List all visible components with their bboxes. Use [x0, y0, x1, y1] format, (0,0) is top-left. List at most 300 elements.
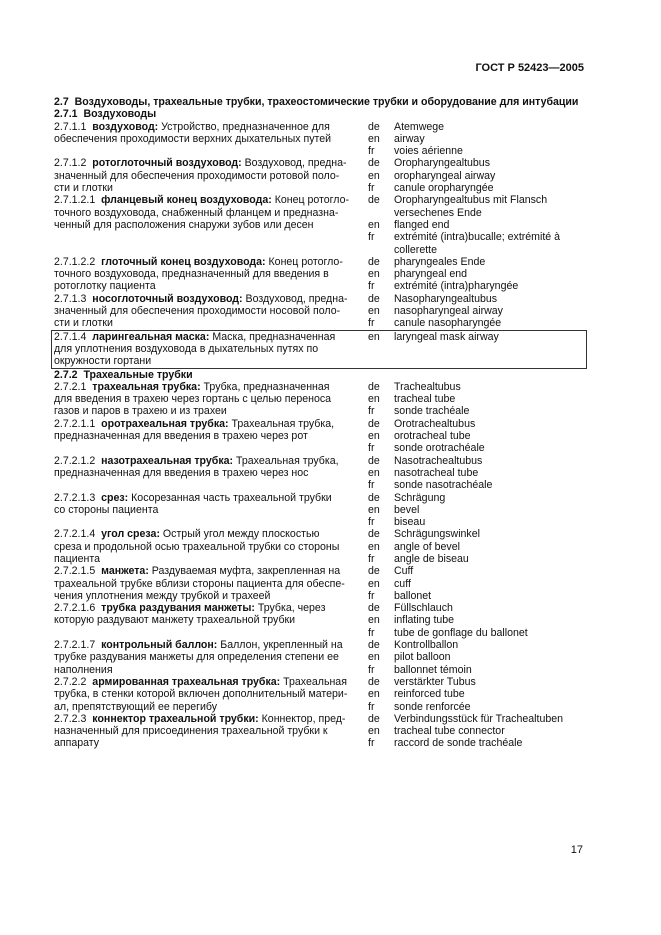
- language-code: de: [368, 602, 380, 615]
- entry-number: 2.7.1.4: [54, 330, 93, 343]
- entry-definition: [54, 418, 368, 455]
- term-entry: [54, 565, 584, 602]
- term-entry: [54, 331, 584, 368]
- translation-row: [368, 602, 584, 614]
- translations: [368, 639, 584, 676]
- definition-text: Косорезанная часть трахеальной трубки: [131, 491, 332, 504]
- translation-row: [368, 331, 584, 343]
- translation-row: [368, 280, 584, 292]
- language-code: fr: [368, 145, 375, 158]
- translation-term: Nasotrachealtubus: [394, 454, 483, 467]
- entry-definition: [54, 565, 368, 602]
- translations: [368, 121, 584, 158]
- entry-list: [54, 121, 584, 330]
- definition-line: [54, 627, 368, 639]
- definition-line: трахеальной трубке вблизи стороны пациента для обеспе-: [54, 577, 345, 590]
- translation-term: angle de biseau: [394, 552, 469, 565]
- translation-term: ballonet: [394, 589, 432, 602]
- translation-term: Cuff: [394, 565, 414, 578]
- language-code: fr: [368, 626, 375, 639]
- entry-number: 2.7.2.1.7: [54, 639, 102, 652]
- translations: [368, 256, 584, 293]
- language-code: de: [368, 528, 380, 541]
- entry-number: 2.7.2.1.4: [54, 528, 102, 541]
- definition-line: [54, 381, 368, 393]
- translation-row: [368, 651, 584, 663]
- term-entry: [54, 121, 584, 158]
- language-code: de: [368, 292, 380, 305]
- language-code: en: [368, 688, 380, 701]
- translation-term: oropharyngeal airway: [394, 169, 496, 182]
- translation-row: [368, 182, 584, 194]
- translation-term: pharyngeales Ende: [394, 255, 486, 268]
- translation-row: [368, 293, 584, 305]
- translation-term: extrémité (intra)pharyngée: [394, 280, 519, 293]
- entry-number: 2.7.2.1.1: [54, 417, 102, 430]
- language-code: fr: [368, 280, 375, 293]
- translation-term: orotracheal tube: [394, 430, 471, 443]
- definition-line: [54, 256, 368, 268]
- definition-line: [54, 244, 368, 256]
- term-name: трубка раздувания манжеты:: [101, 602, 258, 615]
- translation-term: sonde nasotrachéale: [394, 479, 493, 492]
- language-code: fr: [368, 663, 375, 676]
- translation-row: [368, 516, 584, 528]
- translation-row: [368, 479, 584, 491]
- entry-definition: [54, 331, 368, 368]
- definition-text: Трубка, предназначенная: [203, 380, 330, 393]
- term-entry: [54, 194, 584, 255]
- section-title-text: Воздуховоды, трахеальные трубки, трахеостомические трубки и оборудование для интубации: [74, 96, 579, 108]
- language-code: en: [368, 577, 380, 590]
- term-name: ротоглоточный воздуховод:: [92, 157, 245, 170]
- entry-number: 2.7.2.1.6: [54, 602, 102, 615]
- language-code: en: [368, 466, 380, 479]
- language-code: de: [368, 120, 380, 133]
- definition-line: пациента: [54, 552, 100, 565]
- translation-term: airway: [394, 132, 425, 145]
- translation-row: [368, 219, 584, 231]
- language-code: fr: [368, 516, 375, 529]
- definition-text: Коннектор, пред-: [261, 712, 346, 725]
- translation-term: Nasopharyngealtubus: [394, 292, 498, 305]
- translation-row: [368, 170, 584, 182]
- translations: [368, 528, 584, 565]
- definition-line: [54, 516, 368, 528]
- definition-line: ал, препятствующий ее перегибу: [54, 700, 218, 713]
- language-code: en: [368, 725, 380, 738]
- definition-line: со стороны пациента: [54, 503, 159, 516]
- translation-row: [368, 701, 584, 713]
- subsection-number: 2.7.1: [54, 108, 78, 121]
- entry-definition: [54, 492, 368, 529]
- term-entry: [54, 528, 584, 565]
- definition-line: [54, 194, 368, 206]
- translation-term: tracheal tube connector: [394, 725, 505, 738]
- translations: [368, 713, 584, 750]
- entry-definition: [54, 293, 368, 330]
- definition-line: которую раздувают манжету трахеальной трубки: [54, 614, 296, 627]
- translation-row: [368, 492, 584, 504]
- language-code: fr: [368, 182, 375, 195]
- definition-line: точного воздуховода, снабженный фланцем и предназна-: [54, 206, 339, 219]
- language-code: fr: [368, 405, 375, 418]
- definition-line: среза и продольной осью трахеальной трубки со стороны: [54, 540, 340, 553]
- entry-number: 2.7.1.2.2: [54, 255, 102, 268]
- definition-line: для уплотнения воздуховода в дыхательных путях по: [54, 342, 319, 355]
- entry-number: 2.7.1.2: [54, 157, 93, 170]
- translation-term: Verbindungsstück für Trachealtuben: [394, 712, 564, 725]
- language-code: en: [368, 305, 380, 318]
- term-name: назотрахеальная трубка:: [101, 454, 236, 467]
- translation-row: [368, 317, 584, 329]
- translation-row: [368, 133, 584, 145]
- definition-line: сти и глотки: [54, 182, 113, 195]
- entry-definition: [54, 157, 368, 194]
- translation-term: reinforced tube: [394, 688, 465, 701]
- translation-row: [368, 418, 584, 430]
- subsection-title-text: Воздуховоды: [83, 108, 157, 121]
- definition-text: Раздуваемая муфта, закрепленная на: [151, 565, 341, 578]
- translation-term: Trachealtubus: [394, 380, 461, 393]
- translations: [368, 418, 584, 455]
- translation-term: tracheal tube: [394, 393, 456, 406]
- definition-line: назначенный для присоединения трахеальной трубки к: [54, 725, 328, 738]
- definition-line: [54, 331, 368, 343]
- translation-row: [368, 430, 584, 442]
- translations: [368, 565, 584, 602]
- translation-term: voies aérienne: [394, 145, 463, 158]
- term-name: трахеальная трубка:: [92, 380, 204, 393]
- translation-term: collerette: [394, 243, 437, 256]
- language-code: fr: [368, 442, 375, 455]
- translation-row: [368, 121, 584, 133]
- entry-definition: [54, 381, 368, 418]
- subsection-title: [54, 108, 584, 120]
- translation-term: biseau: [394, 516, 426, 529]
- term-name: глоточный конец воздуховода:: [101, 255, 269, 268]
- subsection-title: [54, 369, 584, 381]
- definition-text: Маска, предназначенная: [212, 330, 336, 343]
- translation-term: angle of bevel: [394, 540, 460, 553]
- entry-number: 2.7.2.1.2: [54, 454, 102, 467]
- translations: [368, 492, 584, 529]
- entry-number: 2.7.2.1: [54, 380, 93, 393]
- translation-term: pharyngeal end: [394, 268, 468, 281]
- entry-number: 2.7.2.2: [54, 675, 93, 688]
- language-code: en: [368, 330, 380, 343]
- definition-line: [54, 492, 368, 504]
- term-name: угол среза:: [101, 528, 163, 541]
- language-code: de: [368, 639, 380, 652]
- translation-term: ballonnet témoin: [394, 663, 472, 676]
- definition-line: [54, 157, 368, 169]
- translation-row: [368, 639, 584, 651]
- definition-line: предназначенная для введения в трахею через рот: [54, 430, 308, 443]
- translation-row: [368, 145, 584, 157]
- translation-term: Schrägung: [394, 491, 446, 504]
- translation-row: [368, 455, 584, 467]
- term-name: воздуховод:: [92, 120, 162, 133]
- translation-row: [368, 393, 584, 405]
- language-code: fr: [368, 479, 375, 492]
- entry-definition: [54, 713, 368, 750]
- term-name: ларингеальная маска:: [92, 330, 213, 343]
- definition-line: [54, 639, 368, 651]
- term-name: носоглоточный воздуховод:: [92, 292, 246, 305]
- translation-row: [368, 565, 584, 577]
- translation-row: [368, 541, 584, 553]
- definition-text: Трахеальная трубка,: [236, 454, 339, 467]
- entry-definition: [54, 639, 368, 676]
- language-code: en: [368, 651, 380, 664]
- language-code: en: [368, 218, 380, 231]
- translations: [368, 157, 584, 194]
- translation-row: [368, 676, 584, 688]
- definition-line: значенный для обеспечения проходимости носовой поло-: [54, 305, 341, 318]
- language-code: en: [368, 503, 380, 516]
- translation-row: [368, 467, 584, 479]
- language-code: fr: [368, 589, 375, 602]
- definition-line: [54, 479, 368, 491]
- language-code: fr: [368, 552, 375, 565]
- translation-row: [368, 553, 584, 565]
- term-entry: [54, 455, 584, 492]
- translation-term: Atemwege: [394, 120, 445, 133]
- definition-text: Баллон, укрепленный на: [220, 639, 343, 652]
- entry-list: [54, 381, 584, 750]
- definition-line: [54, 713, 368, 725]
- definition-line: ченный для расположения снаружи зубов или десен: [54, 218, 314, 231]
- translation-term: sonde renforcée: [394, 700, 471, 713]
- definition-line: предназначенная для введения в трахею через нос: [54, 466, 309, 479]
- translation-term: Oropharyngealtubus: [394, 157, 490, 170]
- translation-row: [368, 688, 584, 700]
- term-name: коннектор трахеальной трубки:: [92, 712, 262, 725]
- language-code: en: [368, 169, 380, 182]
- language-code: de: [368, 491, 380, 504]
- translations: [368, 194, 584, 255]
- language-code: de: [368, 675, 380, 688]
- definition-text: Трахеальная: [283, 675, 347, 688]
- translation-term: verseсhenes Ende: [394, 206, 482, 219]
- translation-term: Füllschlauch: [394, 602, 453, 615]
- definition-line: трубке раздувания манжеты для определения степени ее: [54, 651, 339, 664]
- translation-row: [368, 664, 584, 676]
- page-number: 17: [570, 844, 583, 856]
- term-name: оротрахеальная трубка:: [101, 417, 232, 430]
- entry-definition: [54, 528, 368, 565]
- entry-number: 2.7.1.3: [54, 292, 93, 305]
- definition-line: [54, 145, 368, 157]
- language-code: de: [368, 255, 380, 268]
- entry-definition: [54, 602, 368, 639]
- translation-row: [368, 442, 584, 454]
- definition-line: [54, 676, 368, 688]
- language-code: de: [368, 380, 380, 393]
- translation-row: [368, 504, 584, 516]
- translation-row: [368, 231, 584, 243]
- translations: [368, 602, 584, 639]
- translation-term: pilot balloon: [394, 651, 451, 664]
- definition-text: Конец ротогло-: [268, 255, 343, 268]
- translation-row: [368, 578, 584, 590]
- entry-definition: [54, 676, 368, 713]
- translation-term: nasotracheal tube: [394, 466, 479, 479]
- definition-line: наполнения: [54, 663, 113, 676]
- entry-number: 2.7.1.1: [54, 120, 93, 133]
- translation-term: verstärkter Tubus: [394, 675, 476, 688]
- definition-text: Трахеальная трубка,: [231, 417, 335, 430]
- language-code: de: [368, 417, 380, 430]
- translation-row: [368, 194, 584, 206]
- language-code: [368, 207, 394, 219]
- translation-row: [368, 737, 584, 749]
- definition-line: точного воздуховода, предназначенный для введения в: [54, 268, 329, 281]
- translation-term: raccord de sonde trachéale: [394, 737, 523, 750]
- definition-line: [54, 565, 368, 577]
- definition-text: Воздуховод, предна-: [245, 292, 348, 305]
- definition-line: газов и паров в трахею и из трахеи: [54, 405, 227, 418]
- translation-term: tube de gonflage du ballonet: [394, 626, 528, 639]
- translation-term: sonde trachéale: [394, 405, 470, 418]
- translation-row: [368, 157, 584, 169]
- term-name: фланцевый конец воздуховода:: [101, 194, 275, 207]
- translation-term: bevel: [394, 503, 420, 516]
- boxed-entry: [51, 330, 587, 369]
- definition-line: для введения в трахею через гортань с целью переноса: [54, 393, 332, 406]
- translation-row: [368, 207, 584, 219]
- translation-term: canule oropharyngée: [394, 182, 494, 195]
- definition-line: [54, 418, 368, 430]
- translation-row: [368, 381, 584, 393]
- document-header: ГОСТ Р 52423—2005: [475, 62, 584, 74]
- language-code: fr: [368, 231, 375, 244]
- translation-term: laryngeal mask airway: [394, 330, 499, 343]
- definition-text: Воздуховод, предна-: [244, 157, 347, 170]
- definition-line: сти и глотки: [54, 317, 113, 330]
- definition-line: [54, 442, 368, 454]
- term-name: манжета:: [101, 565, 152, 578]
- term-name: контрольный баллон:: [101, 639, 221, 652]
- language-code: de: [368, 712, 380, 725]
- language-code: de: [368, 565, 380, 578]
- translation-term: canule nasopharyngée: [394, 317, 502, 330]
- entry-number: 2.7.2.3: [54, 712, 93, 725]
- language-code: en: [368, 393, 380, 406]
- translation-term: Oropharyngealtubus mit Flansch: [394, 194, 548, 207]
- definition-line: чения уплотнения между трубкой и трахеей: [54, 589, 271, 602]
- term-entry: [54, 492, 584, 529]
- subsection-title-text: Трахеальные трубки: [83, 368, 193, 381]
- definition-line: [54, 231, 368, 243]
- translation-term: flanged end: [394, 218, 450, 231]
- definition-line: [54, 121, 368, 133]
- translation-row: [368, 305, 584, 317]
- translations: [368, 676, 584, 713]
- definition-line: значенный для обеспечения проходимости ротовой поло-: [54, 169, 340, 182]
- term-entry: [54, 676, 584, 713]
- language-code: en: [368, 614, 380, 627]
- definition-text: Устройство, предназначенное для: [161, 120, 330, 133]
- language-code: fr: [368, 700, 375, 713]
- definition-text: Трубка, через: [257, 602, 326, 615]
- term-entry: [54, 293, 584, 330]
- translation-term: cuff: [394, 577, 411, 590]
- term-entry: [54, 602, 584, 639]
- translation-term: Kontrollballon: [394, 639, 459, 652]
- translation-row: [368, 268, 584, 280]
- translation-row: [368, 256, 584, 268]
- definition-line: [54, 528, 368, 540]
- language-code: en: [368, 540, 380, 553]
- definition-line: [54, 293, 368, 305]
- translation-term: sonde orotrachéale: [394, 442, 485, 455]
- definition-line: ротоглотку пациента: [54, 280, 156, 293]
- subsection-number: 2.7.2: [54, 368, 78, 381]
- definition-line: трубка, в стенки которой включен дополнительный матери-: [54, 688, 348, 701]
- term-entry: [54, 157, 584, 194]
- term-name: армированная трахеальная трубка:: [92, 675, 284, 688]
- translation-term: extrémité (intra)bucalle; extrémité à: [394, 231, 561, 244]
- translation-term: inflating tube: [394, 614, 455, 627]
- entry-definition: [54, 121, 368, 158]
- definition-text: Конец ротогло-: [274, 194, 350, 207]
- translations: [368, 293, 584, 330]
- term-entry: [54, 713, 584, 750]
- translations: [368, 455, 584, 492]
- language-code: [368, 244, 394, 256]
- section-title: [54, 96, 584, 108]
- translations: [368, 331, 584, 368]
- entry-number: 2.7.2.1.3: [54, 491, 102, 504]
- language-code: de: [368, 157, 380, 170]
- term-name: срез:: [101, 491, 132, 504]
- definition-line: обеспечения проходимости верхних дыхательных путей: [54, 132, 332, 145]
- translation-row: [368, 405, 584, 417]
- document-body: [54, 96, 584, 750]
- term-entry: [54, 381, 584, 418]
- entry-definition: [54, 455, 368, 492]
- translation-row: [368, 244, 584, 256]
- translation-term: nasopharyngeal airway: [394, 305, 503, 318]
- entry-number: 2.7.2.1.5: [54, 565, 102, 578]
- language-code: fr: [368, 317, 375, 330]
- definition-line: аппарату: [54, 737, 100, 750]
- definition-line: [54, 602, 368, 614]
- translation-row: [368, 725, 584, 737]
- translation-term: Orotrachealtubus: [394, 417, 476, 430]
- language-code: de: [368, 454, 380, 467]
- translation-row: [368, 528, 584, 540]
- language-code: en: [368, 132, 380, 145]
- language-code: en: [368, 268, 380, 281]
- translations: [368, 381, 584, 418]
- section-number: 2.7: [54, 96, 69, 108]
- definition-line: окружности гортани: [54, 355, 152, 368]
- term-entry: [54, 639, 584, 676]
- translation-row: [368, 590, 584, 602]
- entry-definition: [54, 256, 368, 293]
- translation-row: [368, 614, 584, 626]
- entry-number: 2.7.1.2.1: [54, 194, 102, 207]
- translation-term: Schrägungswinkel: [394, 528, 480, 541]
- term-entry: [54, 256, 584, 293]
- translation-row: [368, 627, 584, 639]
- definition-text: Острый угол между плоскостью: [162, 528, 320, 541]
- entry-definition: [54, 194, 368, 255]
- language-code: de: [368, 194, 380, 207]
